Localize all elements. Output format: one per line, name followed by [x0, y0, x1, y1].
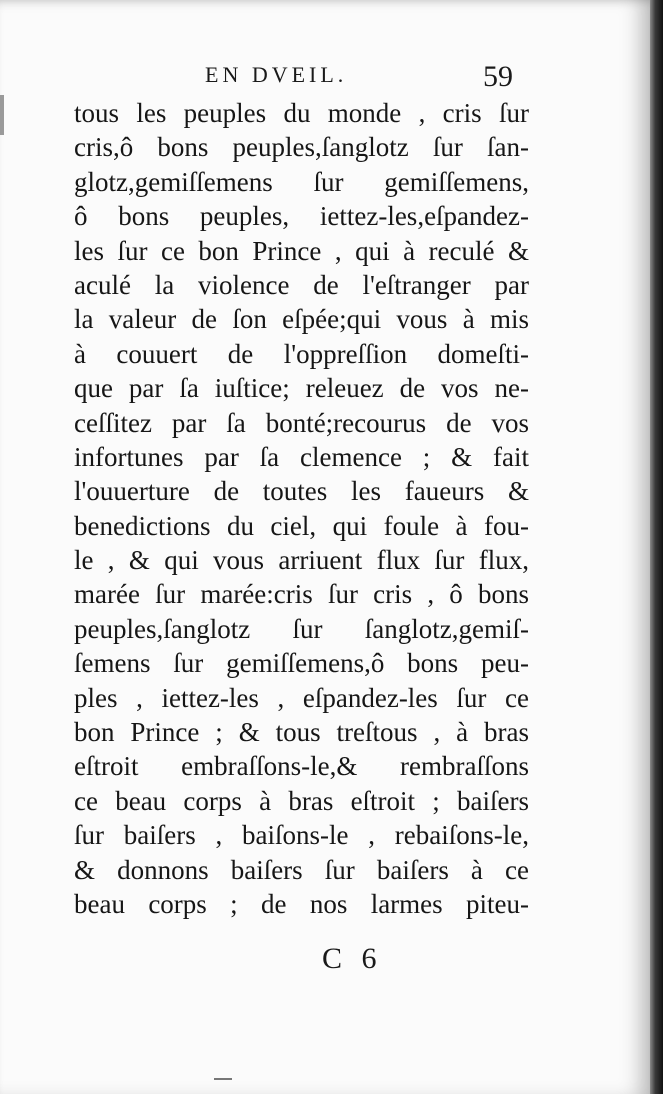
text-line: la valeur de ſon eſpée;qui vous à mis [74, 304, 529, 335]
text-line: marée ſur marée:cris ſur cris , ô bons [74, 579, 529, 610]
text-line: ſemens ſur gemiſſemens,ô bons peu- [74, 648, 529, 679]
text-line: peuples,ſanglotz ſur ſanglotz,gemiſ- [74, 613, 529, 644]
text-line: infortunes par ſa clemence ; & fait [74, 441, 529, 472]
text-line: le , & qui vous arriuent flux ſur flux, [74, 545, 529, 576]
text-line: tous les peuples du monde , cris ſur [74, 98, 529, 128]
text-line: ceſſitez par ſa bonté;recourus de vos [74, 407, 529, 438]
page-number: 59 [483, 60, 513, 93]
signature-mark: C 6 [322, 942, 383, 975]
text-line: ce beau corps à bras eſtroit ; baiſers [74, 785, 529, 816]
text-line: l'ouuerture de toutes les faueurs & [74, 476, 529, 507]
page-header [0, 62, 650, 96]
page-binding-edge [650, 0, 663, 1094]
page-edge-mark [0, 95, 4, 135]
text-line: à couuert de l'oppreſſion domeſti- [74, 338, 529, 369]
text-line: cris,ô bons peuples,ſanglotz ſur ſan- [74, 132, 529, 163]
stray-mark [214, 1078, 232, 1080]
text-line: aculé la violence de l'eſtranger par [74, 269, 529, 300]
running-title: EN DVEIL. [205, 62, 348, 87]
text-line: que par ſa iuſtice; releuez de vos ne- [74, 373, 529, 404]
text-line: & donnons baiſers ſur baiſers à ce [74, 854, 529, 885]
text-line: les ſur ce bon Prince , qui à reculé & [74, 235, 529, 266]
text-line: ô bons peuples, iettez-les,eſpandez- [74, 201, 529, 232]
text-line: bon Prince ; & tous treſtous , à bras [74, 717, 529, 748]
text-line: ples , iettez-les , eſpandez-les ſur ce [74, 682, 529, 713]
text-line: beau corps ; de nos larmes piteu- [74, 888, 529, 919]
text-line: ſur baiſers , baiſons-le , rebaiſons-le, [74, 820, 529, 851]
body-text [74, 96, 529, 921]
text-line: eſtroit embraſſons-le,& rembraſſons [74, 751, 529, 782]
text-line: glotz,gemiſſemens ſur gemiſſemens, [74, 166, 529, 197]
text-line: benedictions du ciel, qui foule à fou- [74, 510, 529, 541]
